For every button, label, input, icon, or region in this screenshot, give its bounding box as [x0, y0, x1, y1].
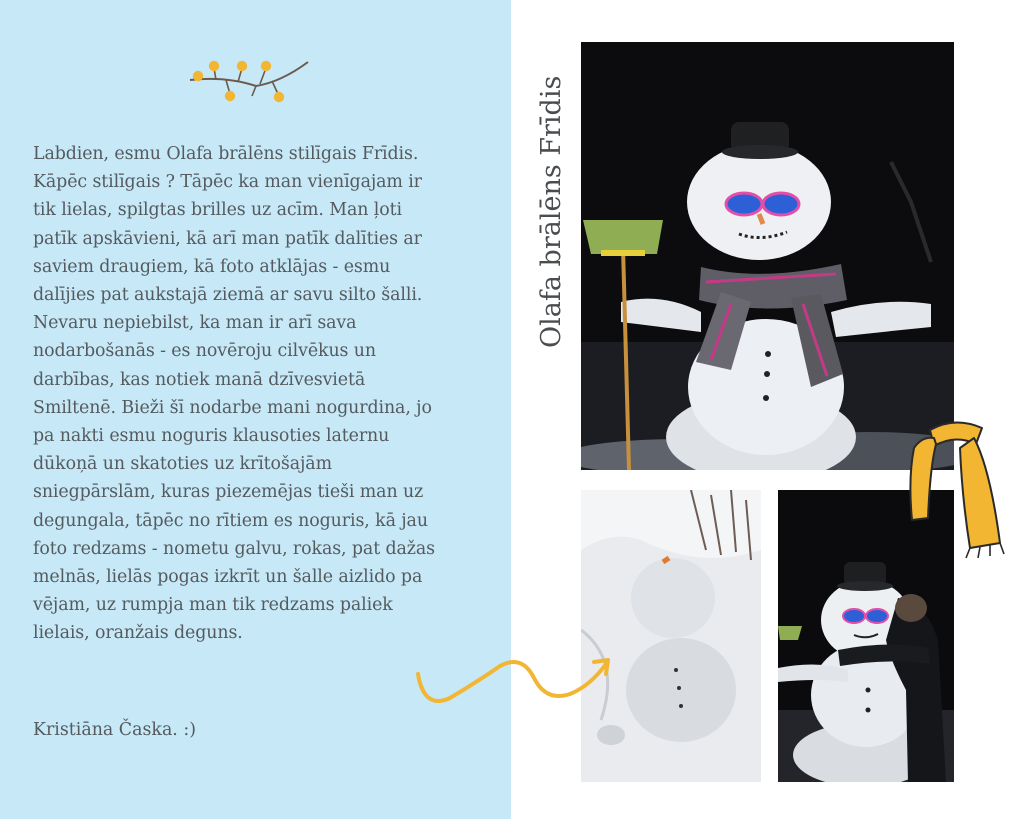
main-snowman-photo: [581, 42, 954, 470]
berry-branch-icon: [186, 56, 312, 108]
scarf-doodle-icon: [900, 408, 1018, 568]
story-text: Labdien, esmu Olafa brālēns stilīgais Frīdis. Kāpēc stilīgais ? Tāpēc ka man vienīgajam ir tik lielas, spilgtas brilles uz acīm. Man ļoti patīk apskāvieni, kā arī man patīk dalīties ar saviem draugiem, kā foto atklājas - esmu dalījies pat aukstajā ziemā ar savu silto šalli. Nevaru nepiebilst, ka man ir arī sava nodarbošanās - es novēroju cilvēkus un darbības, kas notiek manā dzīvesvietā Smiltenē. Bieži šī nodarbe mani nogurdina, jo pa nakti esmu noguris klausoties laternu dūkoņā un skatoties uz krītošajām sniegpārslām, kuras piezemējas tieši man uz degungala, tāpēc no rītiem es noguris, kā jau foto redzams - nometu galvu, rokas, pat dažas melnās, lielās pogas izkrīt un šalle aizlido pa vējam, uz rumpja man tik redzams paliek lielais, oranžais deguns.: [33, 144, 435, 644]
melted-snowman-photo: [581, 490, 761, 782]
squiggle-arrow-icon: [410, 650, 620, 712]
author-signature: Kristiāna Časka. :): [33, 720, 197, 740]
page-title: Olafa brālēns Frīdis: [536, 75, 567, 348]
